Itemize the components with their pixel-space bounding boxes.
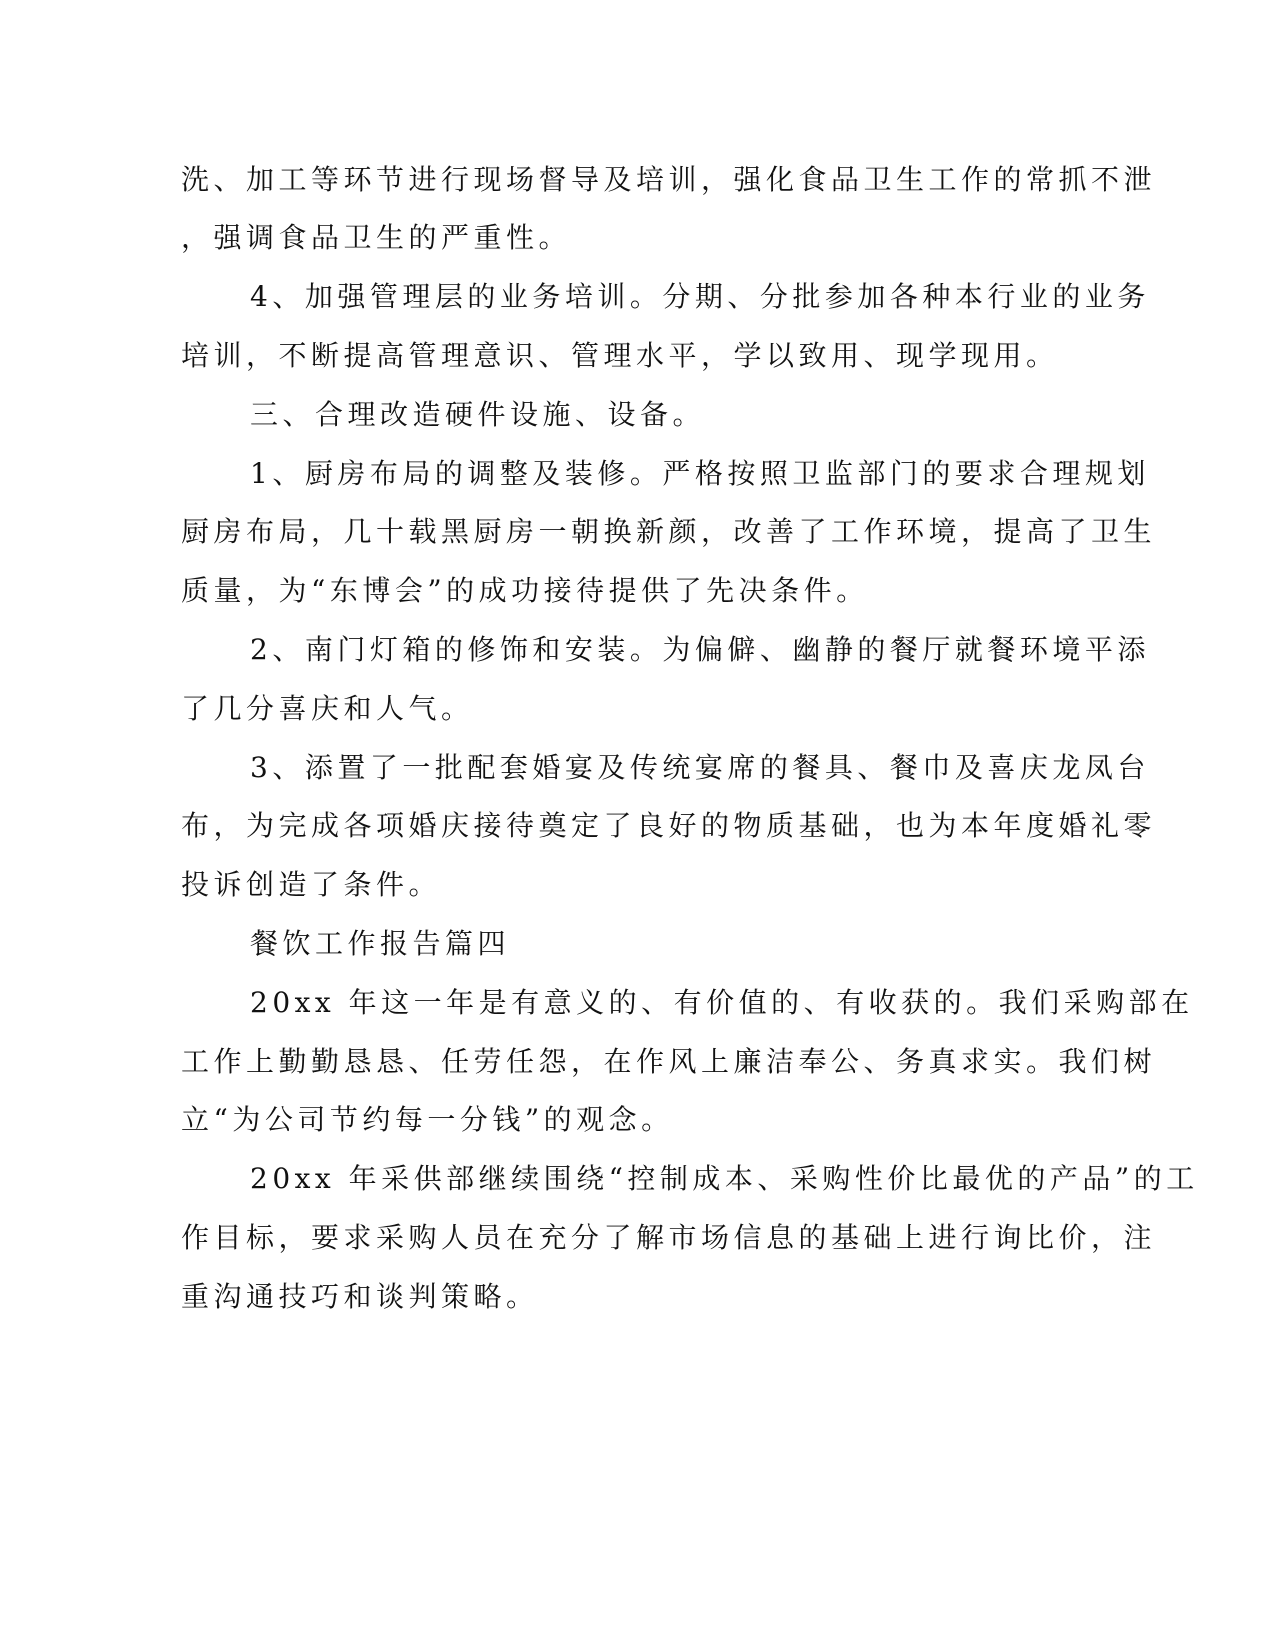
- text-line: 2、南门灯箱的修饰和安装。为偏僻、幽静的餐厅就餐环境平添: [250, 633, 1150, 666]
- text-line: 洗、加工等环节进行现场督导及培训，强化食品卫生工作的常抓不泄: [181, 163, 1157, 196]
- text-line: 重沟通技巧和谈判策略。: [181, 1280, 539, 1313]
- text-line: 1、厨房布局的调整及装修。严格按照卫监部门的要求合理规划: [250, 457, 1150, 490]
- text-line: 3、添置了一批配套婚宴及传统宴席的餐具、餐巾及喜庆龙凤台: [250, 751, 1150, 784]
- text-line: 投诉创造了条件。: [181, 868, 442, 901]
- text-line: 20xx 年这一年是有意义的、有价值的、有收获的。我们采购部在: [250, 986, 1194, 1019]
- text-line: 质量，为“东博会”的成功接待提供了先决条件。: [181, 574, 869, 607]
- text-line: 作目标，要求采购人员在充分了解市场信息的基础上进行询比价，注: [181, 1221, 1157, 1254]
- text-line: 厨房布局，几十载黑厨房一朝换新颜，改善了工作环境，提高了卫生: [181, 515, 1157, 548]
- section-heading: 三、合理改造硬件设施、设备。: [250, 398, 706, 431]
- text-line: 布，为完成各项婚庆接待奠定了良好的物质基础，也为本年度婚礼零: [181, 809, 1157, 842]
- text-line: 4、加强管理层的业务培训。分期、分批参加各种本行业的业务: [250, 280, 1150, 313]
- text-line: 工作上勤勤恳恳、任劳任怨，在作风上廉洁奉公、务真求实。我们树: [181, 1045, 1157, 1078]
- text-line: ，强调食品卫生的严重性。: [181, 221, 572, 254]
- text-line: 了几分喜庆和人气。: [181, 692, 474, 725]
- text-line: 培训，不断提高管理意识、管理水平，学以致用、现学现用。: [181, 339, 1059, 372]
- section-heading: 餐饮工作报告篇四: [250, 927, 511, 960]
- text-line: 立“为公司节约每一分钱”的观念。: [181, 1103, 674, 1136]
- text-line: 20xx 年采供部继续围绕“控制成本、采购性价比最优的产品”的工: [250, 1162, 1199, 1195]
